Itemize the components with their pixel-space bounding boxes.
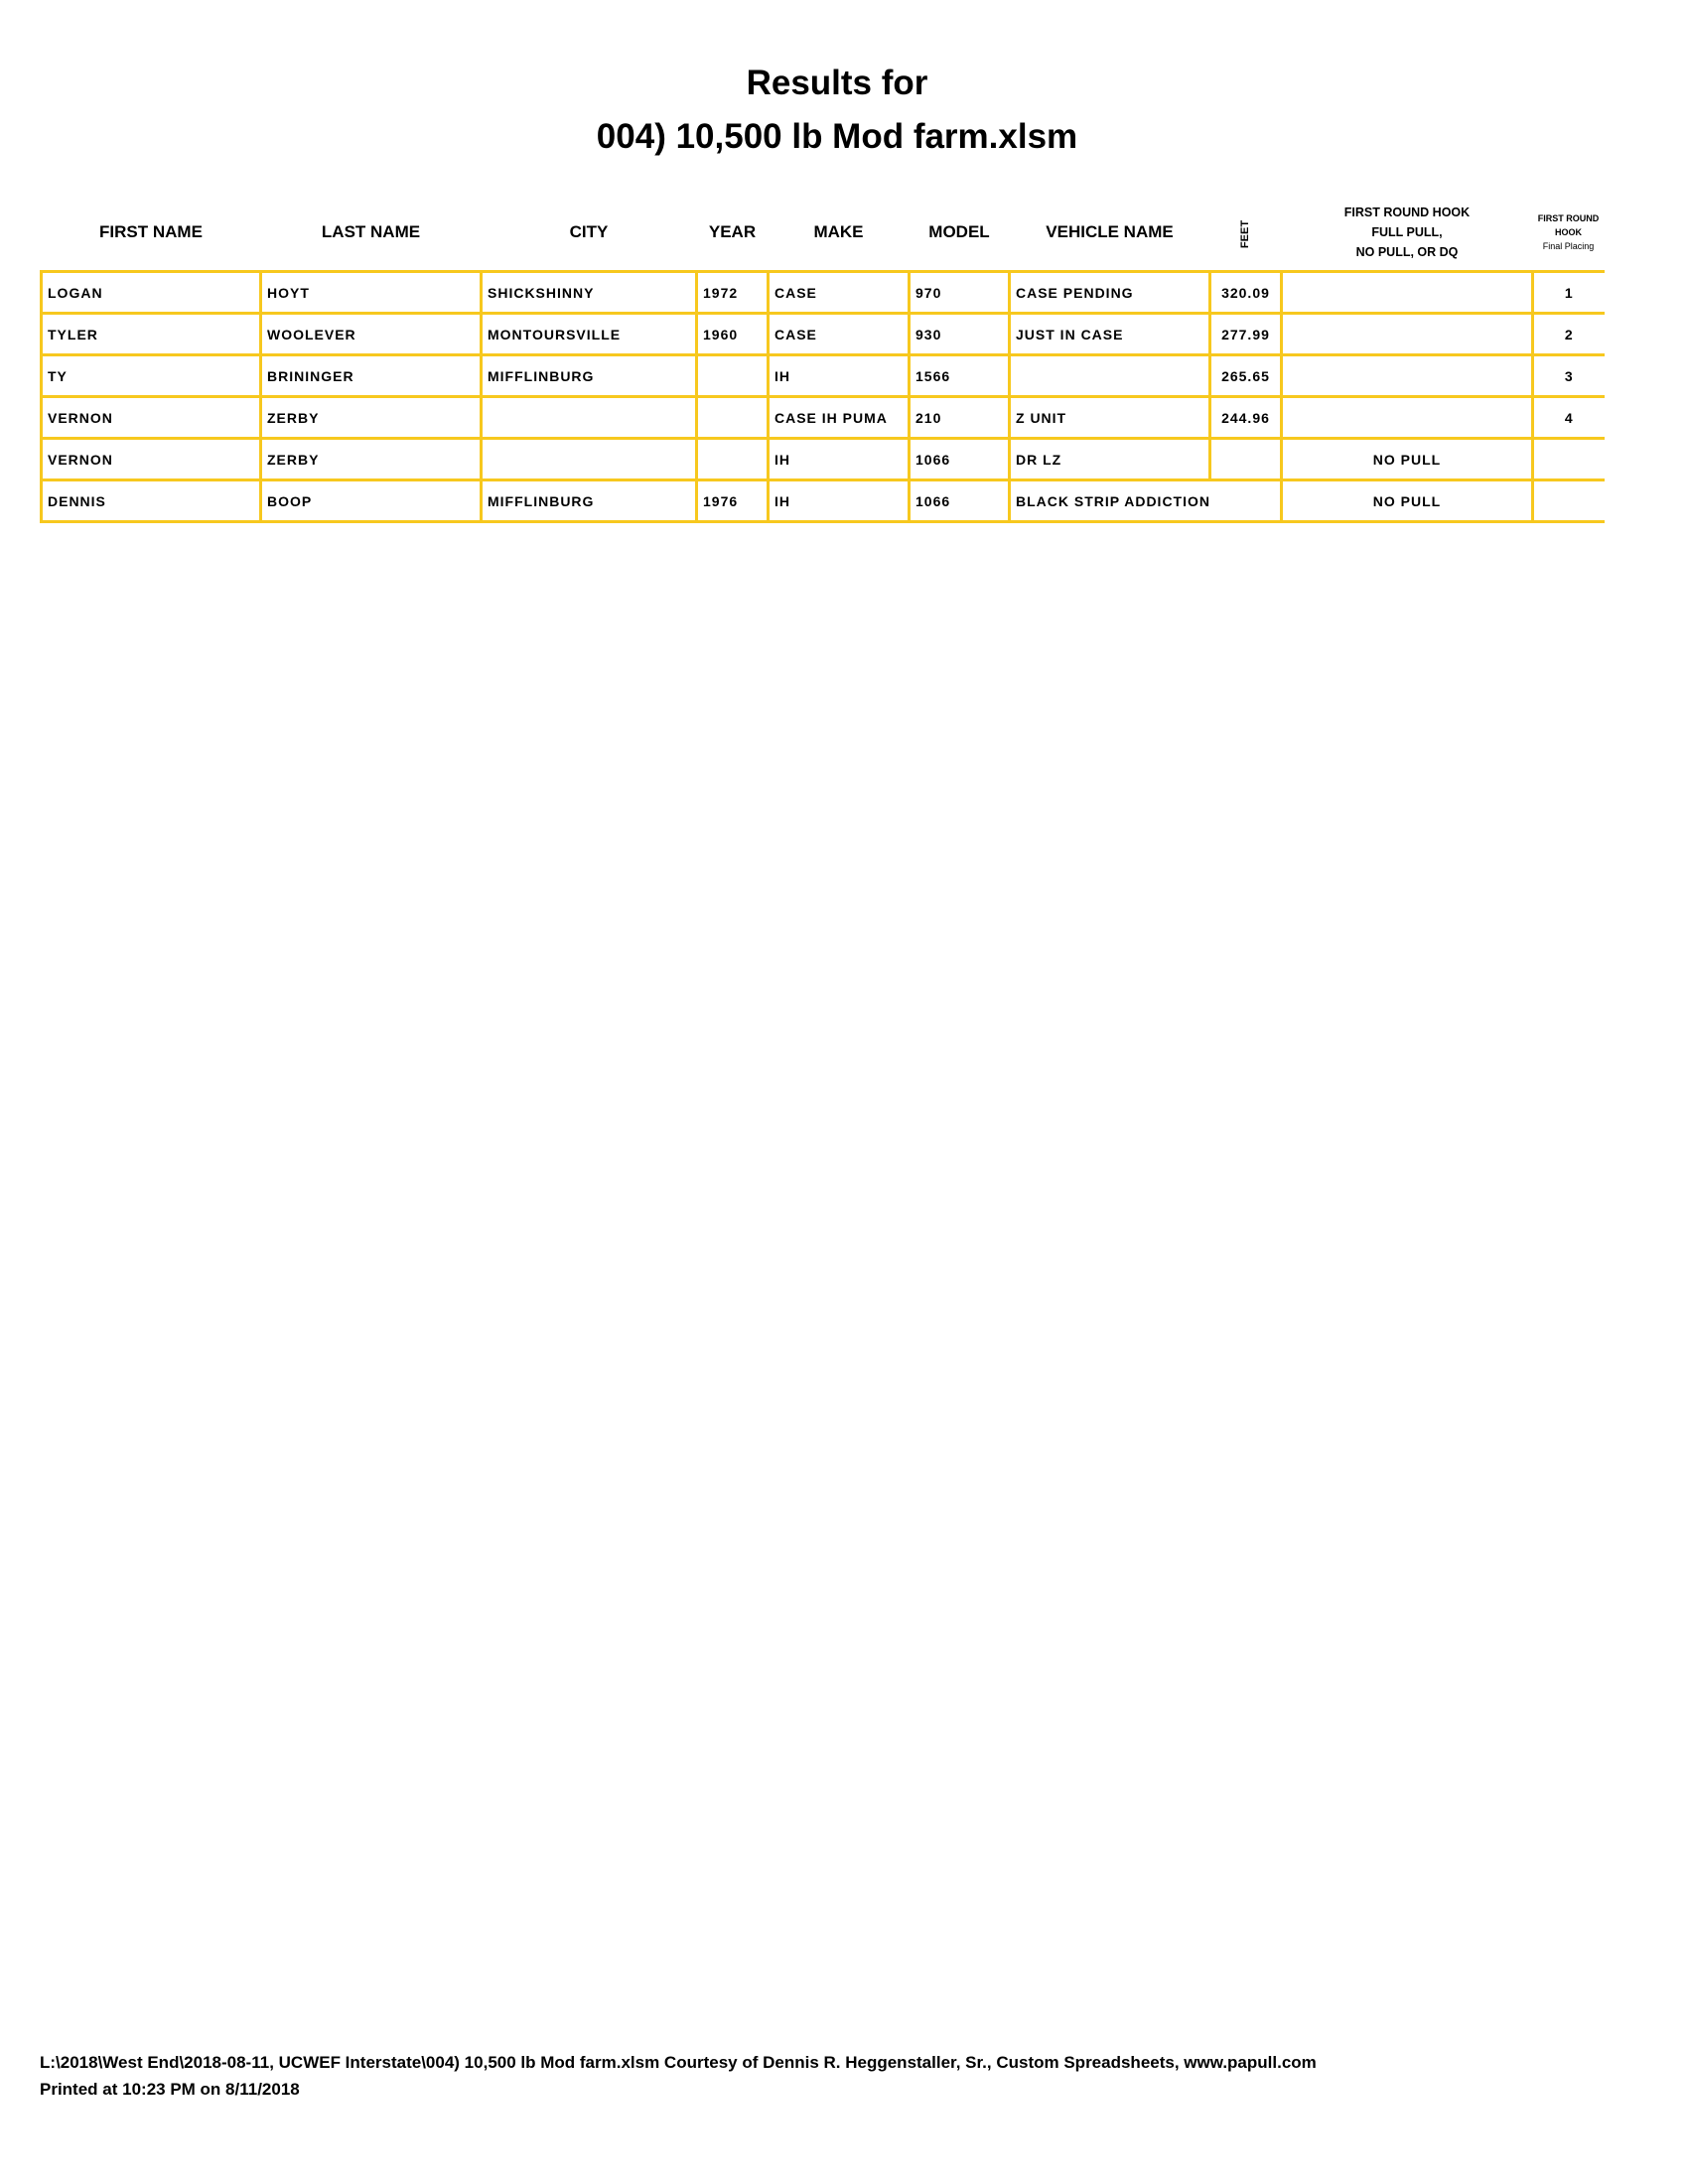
cell-status <box>1282 272 1533 314</box>
cell-feet: 320.09 <box>1210 272 1282 314</box>
cell-first: DENNIS <box>42 480 261 522</box>
header-city: CITY <box>569 222 609 241</box>
header-first-name: FIRST NAME <box>99 222 203 241</box>
header-hook-line: NO PULL, OR DQ <box>1355 245 1459 259</box>
cell-status: NO PULL <box>1282 439 1533 480</box>
cell-last: HOYT <box>261 272 482 314</box>
cell-model: 1566 <box>910 355 1010 397</box>
cell-make: CASE IH PUMA <box>769 397 910 439</box>
header-hook-line: FIRST ROUND HOOK <box>1343 205 1471 219</box>
footer-printed-time: Printed at 10:23 PM on 8/11/2018 <box>40 2080 300 2099</box>
header-hook-status <box>1282 195 1533 272</box>
cell-city <box>482 439 697 480</box>
header-placing <box>1533 195 1605 272</box>
cell-city: MIFFLINBURG <box>482 480 697 522</box>
cell-last: ZERBY <box>261 397 482 439</box>
cell-model: 1066 <box>910 439 1010 480</box>
cell-city <box>482 397 697 439</box>
report-filename: 004) 10,500 lb Mod farm.xlsm <box>596 117 1078 156</box>
cell-feet <box>1210 439 1282 480</box>
cell-year: 1972 <box>697 272 769 314</box>
cell-first: TY <box>42 355 261 397</box>
cell-place: 4 <box>1533 397 1605 439</box>
header-feet <box>1210 195 1282 272</box>
table-row <box>42 397 1605 439</box>
header-hook-line: FULL PULL, <box>1371 225 1443 239</box>
cell-model: 930 <box>910 314 1010 355</box>
header-placing-line: Final Placing <box>1542 241 1595 251</box>
header-row <box>42 195 1605 272</box>
cell-last: ZERBY <box>261 439 482 480</box>
cell-vehicle: CASE PENDING <box>1010 272 1210 314</box>
cell-place: 2 <box>1533 314 1605 355</box>
cell-year: 1976 <box>697 480 769 522</box>
cell-model: 970 <box>910 272 1010 314</box>
cell-vehicle: Z UNIT <box>1010 397 1210 439</box>
cell-vehicle: BLACK STRIP ADDICTION <box>1010 480 1282 522</box>
cell-last: BOOP <box>261 480 482 522</box>
cell-city: SHICKSHINNY <box>482 272 697 314</box>
cell-first: VERNON <box>42 439 261 480</box>
cell-make: CASE <box>769 272 910 314</box>
cell-city: MIFFLINBURG <box>482 355 697 397</box>
cell-vehicle <box>1010 355 1210 397</box>
cell-feet: 265.65 <box>1210 355 1282 397</box>
cell-make: IH <box>769 480 910 522</box>
cell-place: 3 <box>1533 355 1605 397</box>
cell-vehicle: DR LZ <box>1010 439 1210 480</box>
cell-status <box>1282 355 1533 397</box>
cell-place: 1 <box>1533 272 1605 314</box>
cell-model: 1066 <box>910 480 1010 522</box>
cell-first: TYLER <box>42 314 261 355</box>
cell-vehicle: JUST IN CASE <box>1010 314 1210 355</box>
cell-place <box>1533 439 1605 480</box>
cell-first: LOGAN <box>42 272 261 314</box>
table-row <box>42 355 1605 397</box>
header-placing-line: FIRST ROUND <box>1537 213 1600 223</box>
cell-first: VERNON <box>42 397 261 439</box>
cell-make: IH <box>769 439 910 480</box>
header-last-name: LAST NAME <box>321 222 421 241</box>
table-row <box>42 272 1605 314</box>
header-vehicle-name: VEHICLE NAME <box>1046 222 1174 241</box>
cell-feet: 244.96 <box>1210 397 1282 439</box>
cell-year <box>697 397 769 439</box>
cell-model: 210 <box>910 397 1010 439</box>
cell-make: CASE <box>769 314 910 355</box>
table-row <box>42 439 1605 480</box>
header-model: MODEL <box>928 222 990 241</box>
cell-year <box>697 355 769 397</box>
cell-feet: 277.99 <box>1210 314 1282 355</box>
cell-year <box>697 439 769 480</box>
cell-year: 1960 <box>697 314 769 355</box>
header-make: MAKE <box>813 222 864 241</box>
cell-last: BRININGER <box>261 355 482 397</box>
cell-status <box>1282 397 1533 439</box>
cell-status <box>1282 314 1533 355</box>
footer-file-path: L:\2018\West End\2018-08-11, UCWEF Interstate\004) 10,500 lb Mod farm.xlsm Courtesy of Dennis R. Heggenstaller, Sr., Custom Spreadsheets, www.papull.com <box>40 2053 1317 2072</box>
header-placing-line: HOOK <box>1555 227 1582 237</box>
cell-make: IH <box>769 355 910 397</box>
results-table <box>40 195 1605 523</box>
cell-status: NO PULL <box>1282 480 1533 522</box>
cell-city: MONTOURSVILLE <box>482 314 697 355</box>
cell-last: WOOLEVER <box>261 314 482 355</box>
header-year: YEAR <box>708 222 757 241</box>
table-row <box>42 480 1605 522</box>
header-feet-label: FEET <box>1239 219 1252 249</box>
report-title: Results for <box>746 64 928 102</box>
table-row <box>42 314 1605 355</box>
cell-place <box>1533 480 1605 522</box>
